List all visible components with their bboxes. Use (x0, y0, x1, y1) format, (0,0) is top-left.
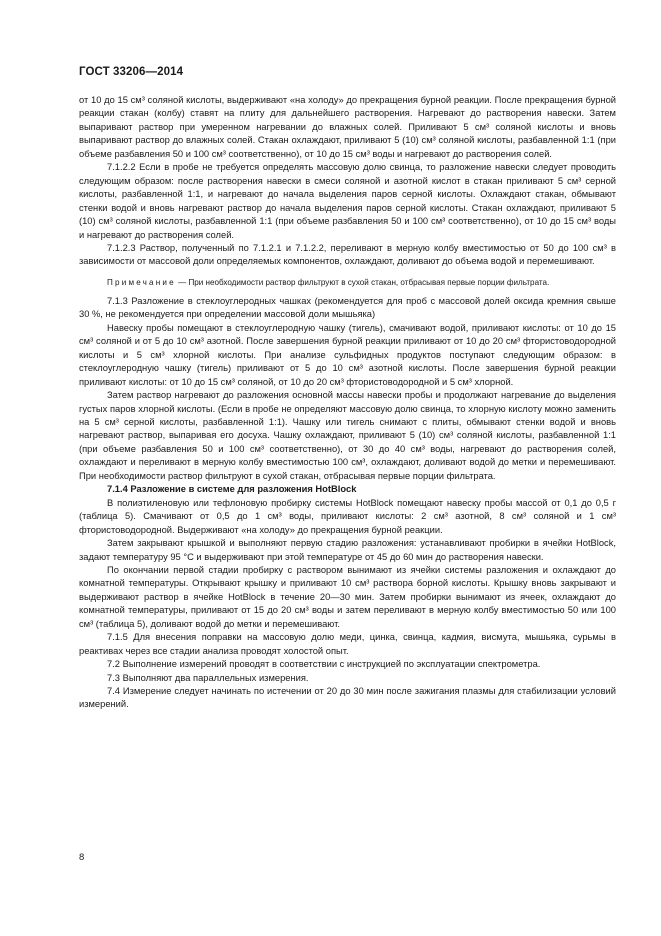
paragraph: Затем раствор нагревают до разложения основной массы навески пробы и продолжают нагревание до выделения густых паров хлорной кислоты. (Если в пробе не определяют массовую долю свинца, то хлорную кислоту можно заменить на 5 см³ серной кислоты, разбавленной 1:1). Чашку или тигель снимают с плиты, обмывают стенки водой и вновь нагревают раствор, выпаривая его досуха. Чашку охлаждают, приливают 5 (10) см³ соляной кислоты, разбавленной 1:1 (при объеме разбавления 50 и 100 см³ соответственно), от 30 до 40 см³ воды, нагревают до растворения солей, охлаждают и переливают в мерную колбу вместимостью 100 см³, охлаждают, доливают водой до метки и перемешивают. При необходимости раствор фильтруют в сухой стакан, отбрасывая первые порции фильтрата. (79, 390, 616, 481)
paragraph: Затем закрывают крышкой и выполняют первую стадию разложения: устанавливают пробирки в ячейки HotBlock, задают температуру 95 °С и выдерживают при этой температуре от 45 до 60 мин до растворения навески. (79, 538, 616, 562)
note-text: — При необходимости раствор фильтруют в сухой стакан, отбрасывая первые порции фильтрата. (175, 277, 550, 287)
section-heading: 7.1.4 Разложение в системе для разложения HotBlock (107, 484, 357, 495)
paragraph: В полиэтиленовую или тефлоновую пробирку системы HotBlock помещают навеску пробы массой от 0,1 до 0,5 г (таблица 5). Смачивают от 0,5 до 1 см³ воды, приливают кислоты: 2 см³ азотной, 8 см³ соляной и 1 см³ фтористоводородной. Выдерживают «на холоду» до прекращения бурной реакции. (79, 497, 616, 535)
page-number: 8 (79, 852, 85, 863)
note (79, 277, 616, 289)
paragraph: 7.1.5 Для внесения поправки на массовую долю меди, цинка, свинца, кадмия, висмута, мышьяка, сурьмы в реактивах через все стадии анализа проводят холостой опыт. (79, 632, 616, 656)
paragraph: 7.1.2.2 Если в пробе не требуется определять массовую долю свинца, то разложение навески следует проводить следующим образом: после растворения навески в смеси соляной и азотной кислот в стакан приливают 5 см³ серной кислоты, разбавленной 1:1, и нагревают до начала выделения паров серной кислоты. Охлаждают стакан, обмывают стенки водой и вновь нагревают раствор до начала выделения паров серной кислоты. Стакан охлаждают, приливают 5 (10) см³ соляной кислоты, разбавленной 1:1 (при объеме разбавления 50 и 100 см³ соответственно), от 10 до 15 см³ воды и нагревают до растворения солей. (79, 162, 616, 240)
paragraph: Навеску пробы помещают в стеклоуглеродную чашку (тигель), смачивают водой, приливают кислоты: от 10 до 15 см³ соляной и от 5 до 10 см³ азотной. После завершения бурной реакции приливают от 10 до 20 см³ фтористоводородной кислоты и 5 см³ хлорной кислоты. При анализе сульфидных продуктов поступают следующим образом: в стеклоуглеродную чашку (тигель) приливают от 5 до 10 см³ азотной кислоты. После завершения бурной реакции приливают кислоты: от 10 до 15 см³ соляной, от 10 до 20 см³ фтористоводородной и 5 см³ хлорной. (79, 322, 616, 387)
paragraph: 7.1.3 Разложение в стеклоуглеродных чашках (рекомендуется для проб с массовой долей оксида кремния свыше 30 %, не рекомендуется при определении массовой доли мышьяка) (79, 295, 616, 320)
paragraph: 7.4 Измерение следует начинать по истечении от 20 до 30 мин после зажигания плазмы для стабилизации условий измерений. (79, 686, 616, 710)
document-body (79, 94, 616, 712)
document-header: ГОСТ 33206—2014 (79, 66, 184, 78)
paragraph: По окончании первой стадии пробирку с раствором вынимают из ячейки системы разложения и охлаждают до комнатной температуры. Открывают крышку и приливают 10 см³ раствора борной кислоты. Крышку вновь закрывают и выдерживают раствор в ячейке HotBlock в течение 20—30 мин. Затем пробирки вынимают из ячеек, охлаждают до комнатной температуры, приливают от 15 до 20 см³ воды и затем переливают в мерную колбу вместимостью 50 или 100 см³ (таблица 5), доливают водой до метки и перемешивают. (79, 564, 616, 629)
paragraph: 7.3 Выполняют два параллельных измерения. (107, 672, 309, 683)
paragraph: 7.1.2.3 Раствор, полученный по 7.1.2.1 и 7.1.2.2, переливают в мерную колбу вместимостью от 50 до 100 см³ в зависимости от массовой доли определяемых компонентов, охлаждают, доливают до объема водой и перемешивают. (79, 242, 616, 267)
paragraph: 7.2 Выполнение измерений проводят в соответствии с инструкцией по эксплуатации спектрометра. (107, 659, 541, 670)
paragraph: от 10 до 15 см³ соляной кислоты, выдерживают «на холоду» до прекращения бурной реакции. После прекращения бурной реакции стакан (колбу) ставят на плиту для дальнейшего растворения. Нагревают до растворения навески. Затем выпаривают раствор при умеренном нагревании до влажных солей. Приливают 5 см³ соляной кислоты и вновь выпаривают раствор до влажных солей. Стакан охлаждают, приливают 5 (10) см³ соляной кислоты, разбавленной 1:1 (при объеме разбавления 50 и 100 см³ соответственно), от 10 до 15 см³ воды и нагревают до растворения солей. (79, 95, 616, 159)
note-label: Примечание (107, 277, 176, 287)
